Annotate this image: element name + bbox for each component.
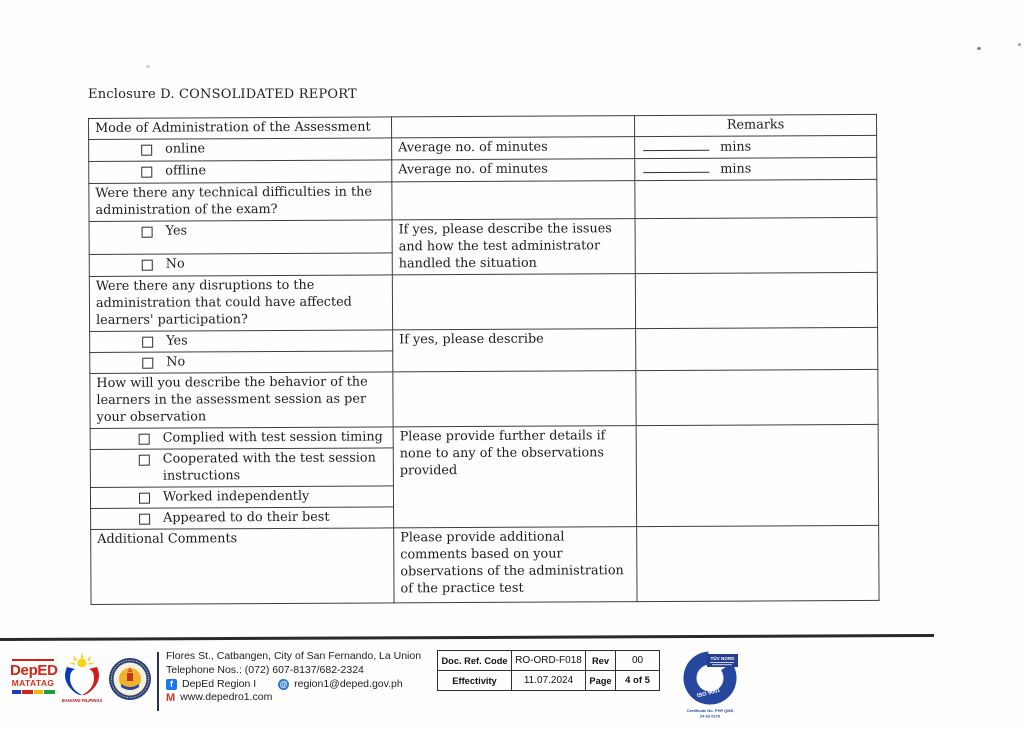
facebook-label: DepEd Region I	[182, 677, 257, 690]
deped-wordmark: DepED	[10, 662, 58, 679]
blank-line	[643, 138, 709, 151]
facebook-icon: f	[166, 679, 177, 690]
doc-ref-label: Doc. Ref. Code	[438, 651, 512, 671]
unit-label: mins	[720, 161, 752, 177]
disruption-no-cell	[90, 351, 393, 374]
technical-yes-cell	[89, 220, 392, 254]
footer-divider	[0, 634, 934, 641]
tuv-brand-label: TÜV NORD	[710, 656, 735, 661]
technical-question-detail-cell	[392, 181, 635, 220]
online-label: online	[165, 141, 206, 157]
checkbox-offline	[141, 167, 152, 178]
unit-label: mins	[720, 139, 752, 155]
page-label: Page	[586, 671, 616, 691]
cert-line-1: Certificate No. PHP QMS	[686, 708, 734, 713]
telephone-line: Telephone Nos.: (072) 607-8137/682-2324	[166, 663, 364, 676]
technical-question-cell: Were there any technical difficulties in the administration of the exam?	[89, 182, 392, 222]
technical-question-remarks-cell	[635, 179, 877, 218]
rev-label: Rev	[586, 651, 616, 671]
checkbox-online	[141, 145, 152, 156]
behavior-question-remarks-cell	[636, 369, 878, 425]
table-row-observation-1	[90, 424, 878, 449]
website-url: www.depedro1.com	[180, 691, 273, 704]
observation-2-label: Cooperated with the test session instructions	[162, 450, 376, 484]
behavior-remarks-cell	[636, 424, 879, 526]
mode-header-cell: Mode of Administration of the Assessment	[89, 117, 392, 140]
email-address: region1@deped.gov.ph	[294, 677, 403, 690]
social-line	[166, 678, 421, 692]
table-row-additional-comments	[91, 525, 879, 604]
remarks-header-cell: Remarks	[634, 114, 876, 136]
behavior-question-detail-cell	[393, 371, 636, 427]
ref-row-1	[438, 651, 660, 671]
matatag-color-strip	[10, 690, 56, 694]
blank-line	[643, 160, 709, 173]
table-row-behavior-question	[90, 369, 878, 428]
checkbox-observation-3	[139, 493, 150, 504]
mail-icon: M	[166, 691, 176, 704]
doc-ref-value: RO-ORD-F018	[512, 651, 586, 671]
disruption-detail-cell: If yes, please describe	[393, 329, 636, 372]
disruption-no-label: No	[166, 354, 186, 370]
table-row-technical-question	[89, 179, 877, 221]
checkbox-observation-2	[139, 455, 150, 466]
bagong-pilipinas-logo	[58, 652, 106, 708]
region1-seal-graphic	[108, 657, 152, 701]
online-detail-cell: Average no. of minutes	[392, 137, 635, 160]
observation-3-label: Worked independently	[162, 488, 310, 505]
technical-yes-label: Yes	[165, 223, 188, 239]
observation-1-cell	[90, 427, 393, 450]
offline-label: offline	[165, 163, 207, 179]
email-icon: @	[279, 679, 288, 689]
scan-speck	[977, 47, 981, 50]
logo-rule	[12, 659, 54, 661]
iso-label: ISO 9001	[696, 687, 721, 700]
scan-speck	[146, 65, 150, 68]
disruption-yes-cell	[90, 330, 393, 353]
observation-1-label: Complied with test session timing	[162, 429, 383, 446]
disruption-remarks-cell	[636, 327, 878, 370]
checkbox-disruption-no	[142, 358, 153, 369]
online-option-cell	[89, 138, 392, 162]
observation-3-cell	[90, 486, 393, 509]
online-remarks-cell	[635, 135, 877, 158]
offline-detail-cell: Average no. of minutes	[392, 159, 635, 182]
disruption-question-detail-cell	[392, 274, 635, 330]
deped-region1-seal	[108, 657, 152, 705]
empty-header-cell	[391, 116, 634, 138]
footer-vertical-divider	[157, 652, 159, 711]
contact-block	[166, 650, 421, 705]
checkbox-observation-1	[139, 434, 150, 445]
table-row-disruption-question	[89, 272, 877, 331]
website-line	[166, 691, 421, 705]
doc-reference-table	[437, 650, 660, 691]
table-row-disruption-yes	[90, 327, 878, 352]
consolidated-report-table	[88, 114, 880, 605]
matatag-wordmark: MATATAG	[11, 678, 55, 688]
observation-4-cell	[91, 507, 394, 530]
comments-label-cell: Additional Comments	[91, 528, 394, 605]
cert-line-2: 24 93 0179	[699, 713, 721, 719]
technical-remarks-cell	[635, 217, 877, 273]
ref-row-2	[438, 671, 660, 691]
effectivity-value: 11.07.2024	[512, 671, 586, 691]
deped-matatag-logo	[10, 659, 56, 694]
tuv-nord-logo	[680, 646, 744, 730]
tuv-nord-graphic	[680, 646, 744, 726]
behavior-detail-cell: Please provide further details if none to any of the observations provided	[393, 426, 637, 528]
checkbox-technical-no	[142, 259, 153, 270]
checkbox-observation-4	[139, 514, 150, 525]
effectivity-label: Effectivity	[438, 671, 512, 691]
comments-detail-cell: Please provide additional comments based on your observations of the administration of the practice test	[394, 527, 637, 603]
technical-no-cell	[89, 253, 392, 277]
offline-remarks-cell	[635, 157, 877, 180]
disruption-yes-label: Yes	[166, 333, 188, 349]
bagong-pilipinas-graphic	[58, 652, 106, 704]
disruption-question-cell: Were there any disruptions to the administration that could have affected learners' participation?	[89, 275, 392, 332]
address-line: Flores St., Catbangen, City of San Fernando, La Union	[166, 650, 422, 662]
technical-detail-cell: If yes, please describe the issues and how the test administrator handled the situation	[392, 219, 635, 275]
report-table-wrap	[88, 114, 880, 605]
disruption-question-remarks-cell	[635, 272, 877, 328]
checkbox-disruption-yes	[142, 337, 153, 348]
observation-4-label: Appeared to do their best	[163, 509, 330, 526]
page-title: Enclosure D. CONSOLIDATED REPORT	[88, 87, 357, 102]
rev-value: 00	[616, 651, 660, 671]
scan-speck	[1018, 43, 1021, 46]
offline-option-cell	[89, 160, 392, 184]
behavior-question-cell: How will you describe the behavior of the learners in the assessment session as per your observation	[90, 372, 393, 429]
page-value: 4 of 5	[616, 671, 660, 691]
checkbox-technical-yes	[142, 227, 153, 238]
table-row-technical-yes	[89, 217, 877, 254]
observation-2-cell	[90, 448, 393, 488]
technical-no-label: No	[165, 256, 185, 272]
bagong-pilipinas-label: BAGONG PILIPINAS	[61, 698, 103, 703]
comments-remarks-cell	[637, 525, 879, 601]
